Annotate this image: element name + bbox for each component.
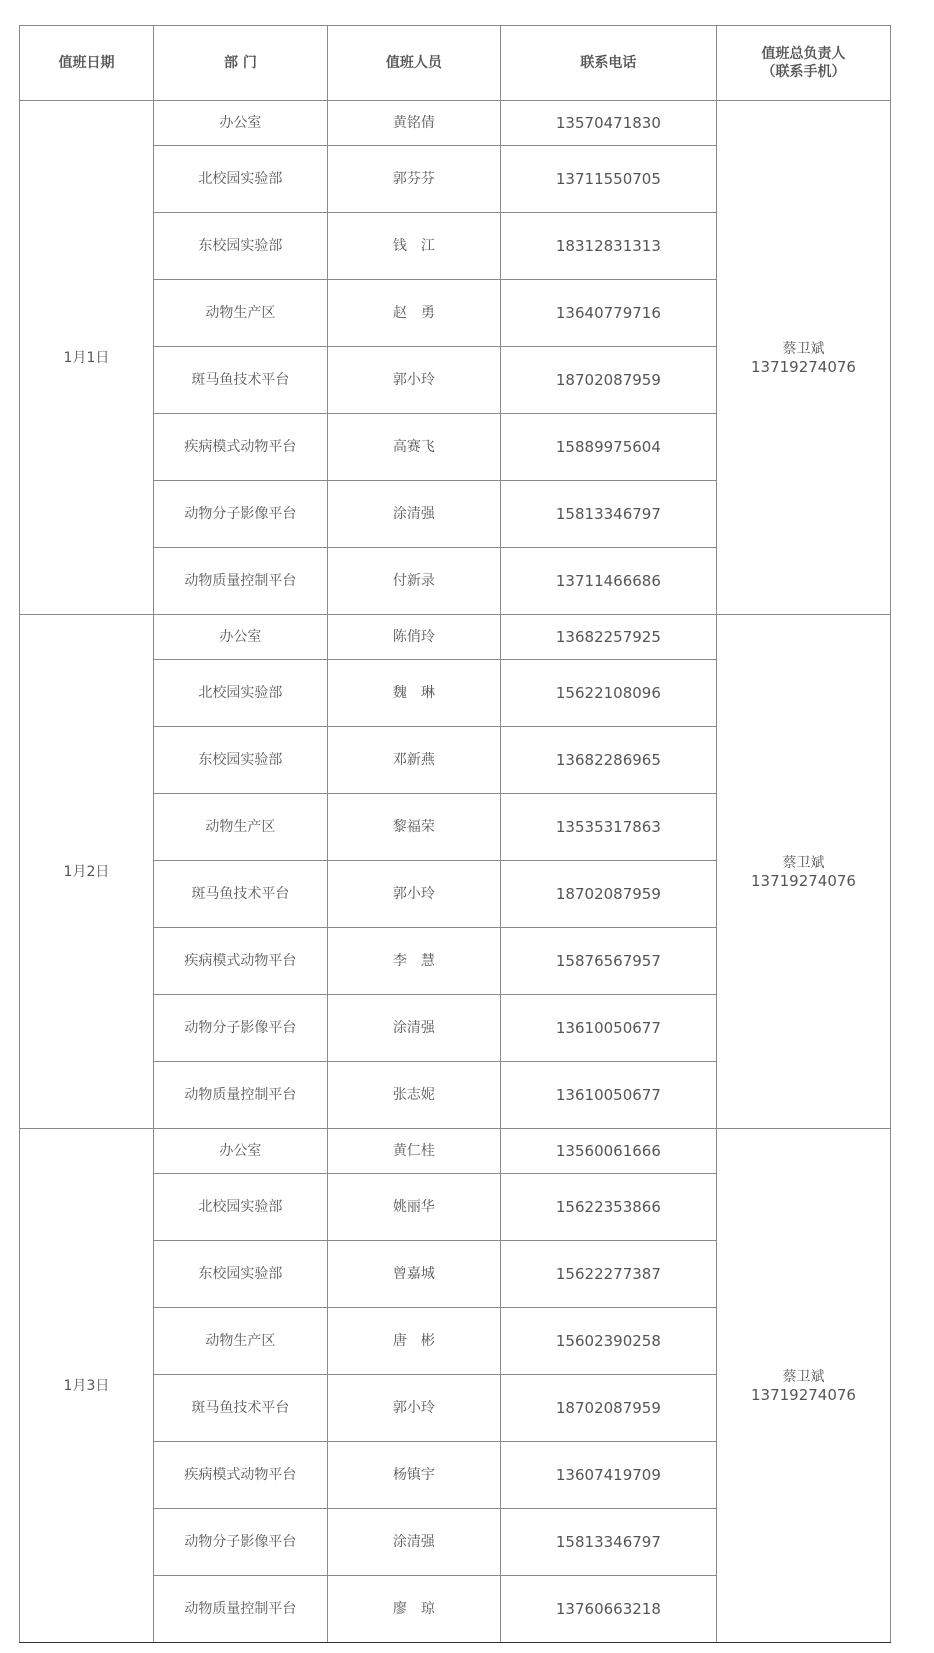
leader-phone: 13719274076 (750, 357, 856, 376)
department-cell: 动物生产区 (153, 280, 327, 347)
phone-cell: 18702087959 (500, 861, 716, 928)
person-cell: 高赛飞 (327, 414, 500, 481)
department-cell: 动物质量控制平台 (153, 548, 327, 615)
phone-cell: 13682257925 (500, 615, 716, 660)
duty-date: 1月2日 (20, 615, 154, 1129)
department-cell: 办公室 (153, 1129, 327, 1174)
phone-cell: 18702087959 (500, 1375, 716, 1442)
person-cell: 钱 江 (327, 213, 500, 280)
person-cell: 郭小玲 (327, 861, 500, 928)
person-cell: 涂清强 (327, 1509, 500, 1576)
department-cell: 办公室 (153, 615, 327, 660)
department-cell: 北校园实验部 (153, 146, 327, 213)
person-cell: 魏 琳 (327, 660, 500, 727)
department-cell: 动物分子影像平台 (153, 481, 327, 548)
person-cell: 郭小玲 (327, 347, 500, 414)
header-department: 部 门 (153, 26, 327, 101)
leader-phone: 13719274076 (750, 871, 856, 890)
phone-cell: 18312831313 (500, 213, 716, 280)
person-cell: 邓新燕 (327, 727, 500, 794)
department-cell: 北校园实验部 (153, 1174, 327, 1241)
phone-cell: 18702087959 (500, 347, 716, 414)
phone-cell: 15889975604 (500, 414, 716, 481)
duty-date: 1月1日 (20, 101, 154, 615)
phone-cell: 13760663218 (500, 1576, 716, 1643)
header-leader-subtitle: （联系手机） (761, 64, 846, 80)
phone-cell: 15622277387 (500, 1241, 716, 1308)
department-cell: 动物分子影像平台 (153, 995, 327, 1062)
person-cell: 赵 勇 (327, 280, 500, 347)
department-cell: 斑马鱼技术平台 (153, 861, 327, 928)
person-cell: 郭芬芬 (327, 146, 500, 213)
phone-cell: 13560061666 (500, 1129, 716, 1174)
leader-cell (716, 101, 890, 615)
department-cell: 疾病模式动物平台 (153, 1442, 327, 1509)
header-person: 值班人员 (327, 26, 500, 101)
person-cell: 郭小玲 (327, 1375, 500, 1442)
leader-cell (716, 615, 890, 1129)
department-cell: 疾病模式动物平台 (153, 928, 327, 995)
department-cell: 办公室 (153, 101, 327, 146)
department-cell: 动物质量控制平台 (153, 1062, 327, 1129)
department-cell: 东校园实验部 (153, 1241, 327, 1308)
phone-cell: 15813346797 (500, 1509, 716, 1576)
phone-cell: 15813346797 (500, 481, 716, 548)
table-row (20, 615, 891, 660)
phone-cell: 13711466686 (500, 548, 716, 615)
department-cell: 斑马鱼技术平台 (153, 1375, 327, 1442)
person-cell: 付新录 (327, 548, 500, 615)
leader-phone: 13719274076 (750, 1385, 856, 1404)
duty-schedule-table (19, 25, 891, 1643)
duty-group-day-3 (20, 1129, 891, 1643)
person-cell: 涂清强 (327, 481, 500, 548)
department-cell: 动物生产区 (153, 794, 327, 861)
leader-cell (716, 1129, 890, 1643)
phone-cell: 13607419709 (500, 1442, 716, 1509)
header-leader-title: 值班总负责人 (761, 46, 846, 62)
department-cell: 斑马鱼技术平台 (153, 347, 327, 414)
phone-cell: 15622353866 (500, 1174, 716, 1241)
person-cell: 黄仁桂 (327, 1129, 500, 1174)
phone-cell: 13682286965 (500, 727, 716, 794)
table-row (20, 1129, 891, 1174)
department-cell: 东校园实验部 (153, 727, 327, 794)
duty-group-day-1 (20, 101, 891, 615)
table-header (20, 26, 891, 101)
phone-cell: 15622108096 (500, 660, 716, 727)
person-cell: 张志妮 (327, 1062, 500, 1129)
person-cell: 黄铭倩 (327, 101, 500, 146)
header-leader (716, 26, 890, 101)
department-cell: 动物分子影像平台 (153, 1509, 327, 1576)
person-cell: 曾嘉城 (327, 1241, 500, 1308)
person-cell: 涂清强 (327, 995, 500, 1062)
duty-group-day-2 (20, 615, 891, 1129)
duty-date: 1月3日 (20, 1129, 154, 1643)
person-cell: 李 慧 (327, 928, 500, 995)
department-cell: 东校园实验部 (153, 213, 327, 280)
department-cell: 疾病模式动物平台 (153, 414, 327, 481)
phone-cell: 13640779716 (500, 280, 716, 347)
leader-name: 蔡卫斌 (782, 1368, 825, 1385)
phone-cell: 15602390258 (500, 1308, 716, 1375)
phone-cell: 15876567957 (500, 928, 716, 995)
person-cell: 陈俏玲 (327, 615, 500, 660)
person-cell: 唐 彬 (327, 1308, 500, 1375)
phone-cell: 13711550705 (500, 146, 716, 213)
person-cell: 姚丽华 (327, 1174, 500, 1241)
person-cell: 杨镇宇 (327, 1442, 500, 1509)
person-cell: 黎福荣 (327, 794, 500, 861)
phone-cell: 13570471830 (500, 101, 716, 146)
phone-cell: 13610050677 (500, 995, 716, 1062)
person-cell: 廖 琼 (327, 1576, 500, 1643)
header-phone: 联系电话 (500, 26, 716, 101)
leader-name: 蔡卫斌 (782, 340, 825, 357)
leader-name: 蔡卫斌 (782, 854, 825, 871)
header-row (20, 26, 891, 101)
department-cell: 北校园实验部 (153, 660, 327, 727)
phone-cell: 13610050677 (500, 1062, 716, 1129)
department-cell: 动物质量控制平台 (153, 1576, 327, 1643)
department-cell: 动物生产区 (153, 1308, 327, 1375)
header-date: 值班日期 (20, 26, 154, 101)
table-row (20, 101, 891, 146)
phone-cell: 13535317863 (500, 794, 716, 861)
